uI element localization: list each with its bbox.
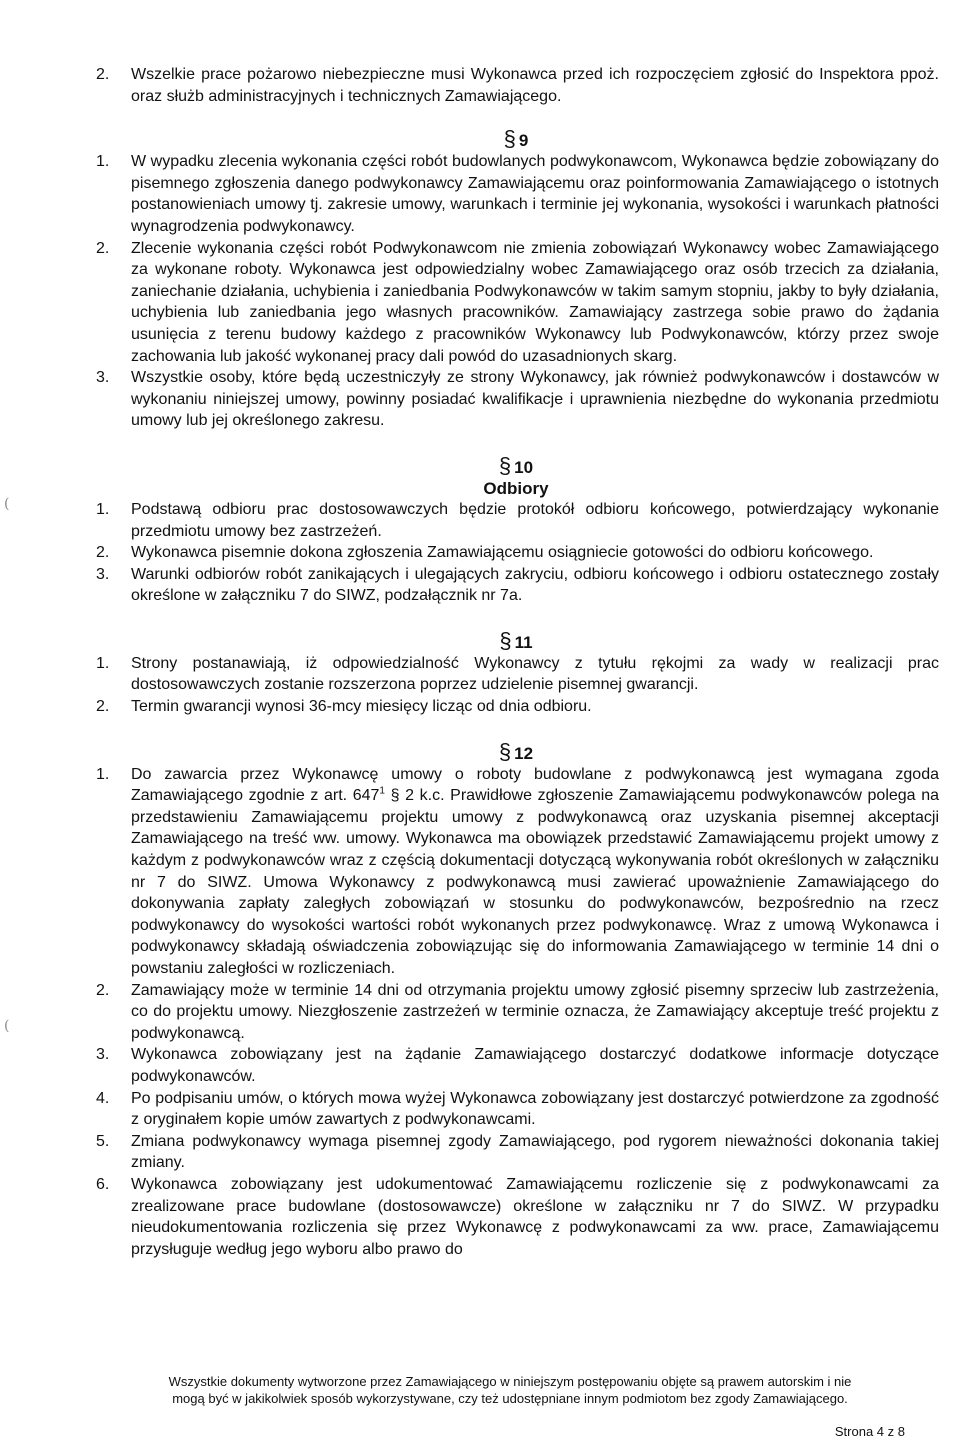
section-number: 9 <box>518 131 529 151</box>
item-text: Warunki odbiorów robót zanikających i ulegających zakryciu, odbioru końcowego i odbioru ostatecznego zostały określone w załączniku 7 do SIWZ, podzałącznik nr 7a. <box>131 565 939 605</box>
list-item <box>93 1044 939 1087</box>
item-text: Zamawiający może w terminie 14 dni od otrzymania projektu umowy zgłosić pisemny sprzeciw lub zastrzeżenia, co do projektu umowy. Niezgłoszenie zastrzeżeń w terminie oznacza, że Zamawiający akceptuje treść projektu z podwykonawcą. <box>131 981 939 1042</box>
list-item <box>93 980 939 1045</box>
list-item <box>93 1131 939 1174</box>
item-text: § 2 k.c. Prawidłowe zgłoszenie Zamawiającemu podwykonawców polega na przedstawieniu Zamawiającemu projektu umowy z podwykonawcą oraz uzyskania pisemnej akceptacji Zamawiającego na treść ww. umowy. Wykonawca ma obowiązek przedstawić Zamawiającemu projekt umowy z każdym z podwykonawców wraz z częścią dokumentacji dotyczącą wykonywania robót określonych w załączniku nr 7 do SIWZ. Umowa Wykonawcy z podwykonawcą musi zawierać upoważnienie Zamawiającego do dokonywania zapłaty zaległych zobowiązań w stosunku do podwykonawców, bezpośrednio na rzecz podwykonawcy do wysokości wartości robót wykonanych przez podwykonawcę. Wraz z umową Wykonawca i podwykonawcy składają oświadczenia zobowiązując się do informowania Zamawiającego w terminie 14 dni o powstaniu zaległości w rozliczeniach. <box>131 787 939 977</box>
item-text: Termin gwarancji wynosi 36-mcy miesięcy licząc od dnia odbioru. <box>131 698 592 716</box>
section-11-list <box>93 653 939 718</box>
item-number: 2. <box>96 66 110 83</box>
list-item <box>93 653 939 696</box>
section-heading-11 <box>93 627 939 653</box>
superscript: 1 <box>379 785 385 797</box>
item-number: 1. <box>96 153 110 171</box>
paragraph-sign: § <box>498 738 512 764</box>
list-item <box>93 564 939 607</box>
list-item <box>93 499 939 542</box>
item-number: 2. <box>96 981 110 999</box>
list-item <box>93 64 939 107</box>
section-9-list <box>93 151 939 432</box>
section-title: Odbiory <box>483 478 549 498</box>
section-12-list <box>93 764 939 1261</box>
list-item <box>93 238 939 368</box>
footer-line: mogą być w jakikolwiek sposób wykorzystywane, czy też udostępniane innym podmiotom bez zgody Zamawiającego. <box>172 1391 848 1406</box>
section-number: 12 <box>514 743 534 763</box>
document-body <box>93 64 939 1260</box>
page-number: Strona 4 z 8 <box>834 1424 905 1439</box>
item-text: W wypadku zlecenia wykonania części robót budowlanych podwykonawcom, Wykonawca będzie zobowiązany do pisemnego zgłoszenia danego podwykonawcy Zamawiającemu oraz poinformowania Zamawiającego o istotnych postanowieniach umowy tj. zakresie umowy, warunkach i terminie jej wykonania, wysokości i warunkach płatności wynagrodzenia podwykonawcy. <box>131 153 939 235</box>
section-number: 11 <box>514 632 533 652</box>
item-text: Wykonawca zobowiązany jest na żądanie Zamawiającego dostarczyć dodatkowe informacje dotyczące podwykonawców. <box>131 1046 939 1085</box>
item-text: Wykonawca zobowiązany jest udokumentować Zamawiającemu rozliczenie się z podwykonawcami za zrealizowane prace budowlane (dostosowawcze) określone w załączniku nr 7 do SIWZ. W przypadku nieudokumentowania rozliczenia się przez Wykonawcę z podwykonawcami za ww. prace, Zamawiającemu przysługuje według jego wyboru albo prawo do <box>131 1175 939 1258</box>
copyright-footer <box>110 1373 910 1407</box>
section-number: 10 <box>514 457 534 477</box>
item-text: Zmiana podwykonawcy wymaga pisemnej zgody Zamawiającego, pod rygorem nieważności dokonania takiej zmiany. <box>131 1132 939 1172</box>
item-text: Do zawarcia przez Wykonawcę umowy o roboty budowlane z podwykonawcą jest wymagana zgoda Zamawiającego zgodnie z art. 647 <box>131 765 939 805</box>
item-text: Zlecenie wykonania części robót Podwykonawcom nie zmienia zobowiązań Wykonawcy wobec Zamawiającego za wykonane roboty. Wykonawca jest odpowiedzialny wobec Zamawiającego oraz osób trzecich za działania, zaniechanie działania, uchybienia i zaniedbania Podwykonawców w takim samym stopniu, jakby to były działania, uchybienia lub zaniedbania jego własnych pracowników. Zamawiający zastrzega sobie prawo do żądania usunięcia z terenu budowy każdego z pracowników Wykonawcy lub Podwykonawców, którzy przez swoje zachowania lub jakość wykonanej pracy dali powód do uzasadnionych skarg. <box>131 239 939 365</box>
item-text: Wszelkie prace pożarowo niebezpieczne musi Wykonawca przed ich rozpoczęciem zgłosić do Inspektora ppoż. oraz służb administracyjnych i technicznych Zamawiającego. <box>131 66 939 105</box>
list-item <box>93 764 939 980</box>
paragraph-sign: § <box>498 452 512 478</box>
section-heading-12 <box>93 738 939 764</box>
intro-list <box>93 64 939 107</box>
item-number: 4. <box>96 1089 110 1107</box>
margin-mark: ( <box>4 1018 10 1034</box>
section-heading-9 <box>93 126 939 152</box>
section-heading-10 <box>93 452 939 478</box>
item-number: 2. <box>96 239 110 257</box>
item-number: 3. <box>96 369 110 387</box>
item-number: 6. <box>96 1175 110 1193</box>
item-text: Wszystkie osoby, które będą uczestniczyły ze strony Wykonawcy, jak również podwykonawców i dostawców w wykonaniu niniejszej umowy, powinny posiadać kwalifikacje i uprawnienia niezbędne do wykonania przedmiotu umowy lub jej określonego zakresu. <box>131 369 939 430</box>
paragraph-sign: § <box>499 627 512 653</box>
item-number: 1. <box>96 654 110 672</box>
margin-mark: ( <box>4 496 10 512</box>
item-text: Strony postanawiają, iż odpowiedzialność Wykonawcy z tytułu rękojmi za wady w realizacji prac dostosowawczych zostanie rozszerzona poprzez udzielenie pisemnej gwarancji. <box>131 654 939 694</box>
list-item <box>93 696 939 718</box>
list-item <box>93 1174 939 1260</box>
footer-line: Wszystkie dokumenty wytworzone przez Zamawiającego w niniejszym postępowaniu objęte są prawem autorskim i nie <box>168 1374 852 1389</box>
list-item <box>93 1088 939 1131</box>
item-text: Wykonawca pisemnie dokona zgłoszenia Zamawiającemu osiągniecie gotowości do odbioru końcowego. <box>131 544 874 562</box>
item-number: 1. <box>96 765 110 783</box>
item-text: Po podpisaniu umów, o których mowa wyżej Wykonawca zobowiązany jest dostarczyć potwierdzone za zgodność z oryginałem kopie umów zawartych z podwykonawcami. <box>131 1089 939 1129</box>
paragraph-sign: § <box>503 126 516 152</box>
list-item <box>93 542 939 564</box>
section-10-list <box>93 499 939 607</box>
item-number: 3. <box>96 1046 110 1064</box>
item-number: 2. <box>96 544 110 562</box>
list-item <box>93 151 939 237</box>
item-number: 1. <box>96 500 110 518</box>
item-number: 2. <box>96 698 110 716</box>
item-number: 5. <box>96 1132 110 1150</box>
list-item <box>93 367 939 432</box>
item-text: Podstawą odbioru prac dostosowawczych będzie protokół odbioru końcowego, potwierdzający wykonanie przedmiotu umowy bez zastrzeżeń. <box>131 500 939 540</box>
item-number: 3. <box>96 565 110 583</box>
